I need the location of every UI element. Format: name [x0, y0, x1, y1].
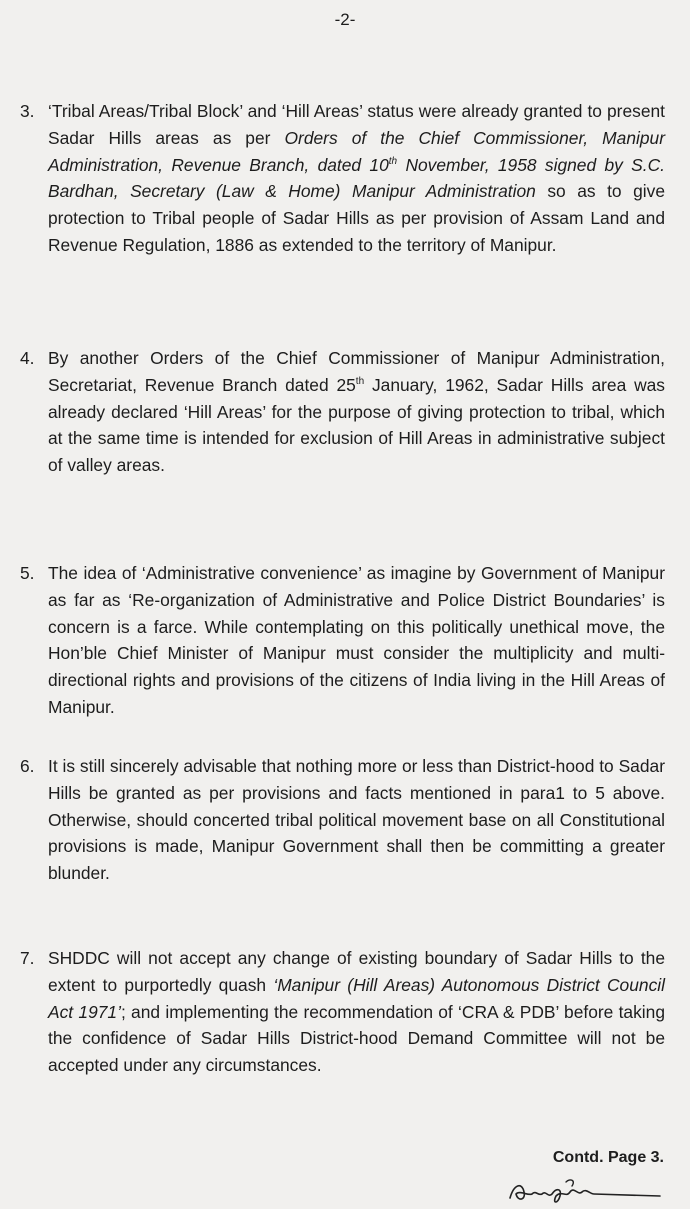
paragraph-4 — [20, 345, 665, 479]
paragraph-number: 7. — [20, 948, 35, 968]
order-reference: Orders of the Chief Commissioner, Manipur Administration, Revenue Branch, dated 10 — [48, 127, 665, 175]
paragraph-number: 5. — [20, 563, 35, 583]
order-reference-cont: November, 1958 signed by S.C. Bardhan, Secretary (Law & Home) Manipur Administration — [48, 154, 665, 202]
paragraph-text — [48, 98, 665, 259]
paragraph-text: It is still sincerely advisable that nothing more or less than District-hood to Sadar Hills be granted as per provisions and facts mentioned in para1 to 5 above. Otherwise, should concerted tribal political movement base on all Constitutional provisions is made, Manipur Government shall then be committing a greater blunder. — [48, 756, 665, 884]
paragraph-text — [48, 345, 665, 479]
text-run: January, 1962, Sadar Hills area was already declared ‘Hill Areas’ for the purpose of giving protection to tribal, which at the same time is intended for exclusion of Hill Areas in administrative subject of valley areas. — [48, 374, 665, 476]
paragraph-text: The idea of ‘Administrative convenience’ as imagine by Government of Manipur as far as ‘Re-organization of Administrative and Police District Boundaries’ is concern is a farce. While contemplating on this politically unethical move, the Hon’ble Chief Minister of Manipur must consider the multiplicity and multi-directional rights and provisions of the citizens of India living in the Hill Areas of Manipur. — [48, 563, 665, 717]
paragraph-number: 3. — [20, 101, 35, 121]
paragraph-number: 6. — [20, 756, 35, 776]
text-run: ; and implementing the recommendation of ‘CRA & PDB’ before taking the confidence of Sadar Hills District-hood Demand Committee will not be accepted under any circumstances. — [48, 1001, 665, 1076]
paragraph-7 — [20, 945, 665, 1079]
paragraph-number: 4. — [20, 348, 35, 368]
ordinal-suffix: th — [355, 376, 365, 387]
paragraph-3 — [20, 98, 665, 259]
text-run: SHDDC will not accept any change of existing boundary of Sadar Hills to the extent to purportedly quash — [48, 948, 665, 995]
ordinal-suffix: th — [388, 155, 398, 167]
signature-icon — [506, 1174, 666, 1208]
text-run: so as to give protection to Tribal people of Sadar Hills as per provision of Assam Land and Revenue Regulation, 1886 as extended to the territory of Manipur. — [48, 181, 666, 255]
paragraph-6 — [20, 753, 665, 887]
text-run: By another Orders of the Chief Commissioner of Manipur Administration, Secretariat, Revenue Branch dated 25 — [48, 348, 665, 395]
paragraph-text — [48, 945, 665, 1079]
text-run: ‘Tribal Areas/Tribal Block’ and ‘Hill Areas’ status were already granted to present Sadar Hills areas as per — [48, 101, 665, 148]
act-reference: ‘Manipur (Hill Areas) Autonomous District Council Act 1971’ — [48, 974, 665, 1022]
page-number: -2- — [334, 10, 356, 29]
paragraph-5 — [20, 560, 665, 721]
continued-note: Contd. Page 3. — [552, 1149, 664, 1166]
